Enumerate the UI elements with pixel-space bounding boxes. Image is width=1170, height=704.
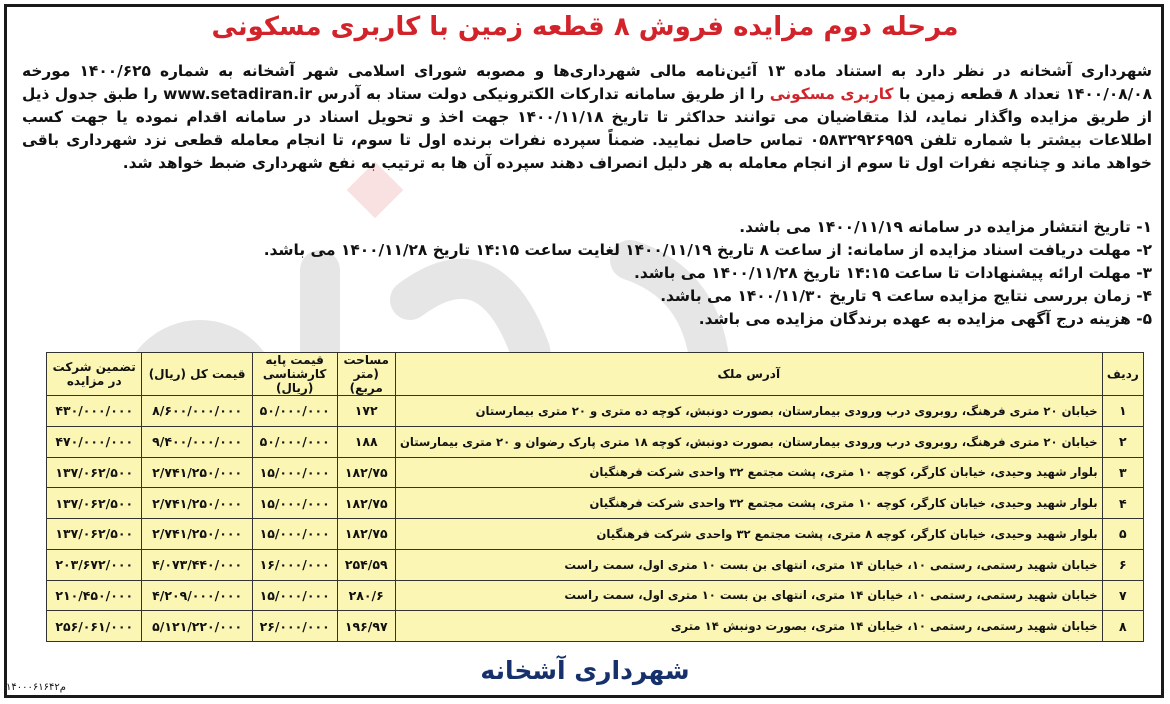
cell-area: ۱۹۶/۹۷	[337, 611, 395, 642]
condition-item: ۳- مهلت ارائه پیشنهادات تا ساعت ۱۴:۱۵ تاریخ ۱۴۰۰/۱۱/۲۸ می باشد.	[634, 264, 1152, 282]
table-row	[47, 611, 1144, 642]
condition-item: ۴- زمان بررسی نتایج مزایده ساعت ۹ تاریخ ۱۴۰۰/۱۱/۳۰ می باشد.	[660, 287, 1152, 305]
cell-row-number: ۸	[1102, 611, 1143, 642]
cell-row-number: ۲	[1102, 426, 1143, 457]
intro-paragraph	[22, 60, 1152, 175]
cell-area: ۲۵۴/۵۹	[337, 549, 395, 580]
cell-area: ۲۸۰/۶	[337, 580, 395, 611]
intro-text-2: را از طریق سامانه تدارکات الکترونیکی دولت ستاد به آدرس www.setadiran.ir را طبق جدول ذیل از طریق مزایده واگذار نماید، لذا متقاضیان می توانند حداکثر تا تاریخ ۱۴۰۰/۱۱/۱۸ جهت اخذ و تحویل اسناد در سامانه اقدام نموده یا جهت کسب اطلاعات بیشتر با شماره تلفن ۰۵۸۳۲۹۲۶۹۵۹ تماس حاصل نمایید. ضمناً سپرده نفرات برنده اول تا سوم، تا انجام معامله قطعی نزد شهرداری باقی خواهد ماند و چنانچه نفرات اول تا سوم از انجام معامله به هر دلیل انصراف دهند سپرده آن ها به ترتیب به نفع شهرداری ضبط خواهد شد.	[22, 85, 1152, 172]
cell-base-price: ۵۰/۰۰۰/۰۰۰	[252, 426, 337, 457]
table-row	[47, 549, 1144, 580]
cell-total-price: ۴/۰۷۳/۴۴۰/۰۰۰	[142, 549, 252, 580]
table-row	[47, 426, 1144, 457]
cell-base-price: ۱۵/۰۰۰/۰۰۰	[252, 519, 337, 550]
cell-deposit: ۴۳۰/۰۰۰/۰۰۰	[47, 396, 142, 427]
cell-address: بلوار شهید وحیدی، خیابان کارگر، کوچه ۱۰ متری، پشت مجتمع ۳۲ واحدی شرکت فرهنگیان	[395, 457, 1102, 488]
table-body	[47, 396, 1144, 642]
table-row	[47, 488, 1144, 519]
header-area: مساحت (متر مربع)	[337, 353, 395, 396]
cell-deposit: ۱۳۷/۰۶۲/۵۰۰	[47, 519, 142, 550]
ad-code: م۱۴۰۰۰۶۱۶۴۲	[6, 682, 66, 693]
cell-total-price: ۴/۲۰۹/۰۰۰/۰۰۰	[142, 580, 252, 611]
lots-table	[46, 352, 1144, 642]
table-row	[47, 519, 1144, 550]
org-name: شهرداری آشخانه	[1019, 62, 1152, 80]
cell-deposit: ۱۳۷/۰۶۲/۵۰۰	[47, 488, 142, 519]
usage-type: کاربری مسکونی	[769, 85, 894, 103]
header-total-price: قیمت کل (ریال)	[142, 353, 252, 396]
footer-signature: شهرداری آشخانه	[480, 656, 690, 685]
cell-area: ۱۸۸	[337, 426, 395, 457]
cell-row-number: ۷	[1102, 580, 1143, 611]
cell-area: ۱۸۲/۷۵	[337, 488, 395, 519]
cell-deposit: ۲۵۶/۰۶۱/۰۰۰	[47, 611, 142, 642]
header-row-number: ردیف	[1102, 353, 1143, 396]
cell-area: ۱۸۲/۷۵	[337, 519, 395, 550]
condition-item: ۲- مهلت دریافت اسناد مزایده از سامانه: از ساعت ۸ تاریخ ۱۴۰۰/۱۱/۱۹ لغایت ساعت ۱۴:۱۵ تاریخ ۱۴۰۰/۱۱/۲۸ می باشد.	[263, 241, 1152, 259]
cell-row-number: ۳	[1102, 457, 1143, 488]
table-row	[47, 580, 1144, 611]
table-row	[47, 396, 1144, 427]
condition-item: ۱- تاریخ انتشار مزایده در سامانه ۱۴۰۰/۱۱/۱۹ می باشد.	[739, 218, 1152, 236]
cell-base-price: ۱۵/۰۰۰/۰۰۰	[252, 580, 337, 611]
cell-total-price: ۸/۶۰۰/۰۰۰/۰۰۰	[142, 396, 252, 427]
condition-item: ۵- هزینه درج آگهی مزایده به عهده برندگان مزایده می باشد.	[698, 310, 1152, 328]
cell-address: خیابان شهید رستمی، رستمی ۱۰، خیابان ۱۴ متری، انتهای بن بست ۱۰ متری اول، سمت راست	[395, 549, 1102, 580]
cell-deposit: ۴۷۰/۰۰۰/۰۰۰	[47, 426, 142, 457]
header-address: آدرس ملک	[395, 353, 1102, 396]
cell-address: خیابان شهید رستمی، رستمی ۱۰، خیابان ۱۴ متری، انتهای بن بست ۱۰ متری اول، سمت راست	[395, 580, 1102, 611]
intro-text-1: در نظر دارد به استناد ماده ۱۳ آئین‌نامه مالی شهرداری‌ها و مصوبه شورای اسلامی شهر آشخانه به شماره ۱۴۰۰/۶۲۵ مورخه ۱۴۰۰/۰۸/۰۸ تعداد ۸ قطعه زمین با	[22, 62, 1153, 103]
cell-total-price: ۵/۱۲۱/۲۲۰/۰۰۰	[142, 611, 252, 642]
cell-address: بلوار شهید وحیدی، خیابان کارگر، کوچه ۸ متری، پشت مجتمع ۳۲ واحدی شرکت فرهنگیان	[395, 519, 1102, 550]
cell-deposit: ۱۳۷/۰۶۲/۵۰۰	[47, 457, 142, 488]
cell-base-price: ۱۵/۰۰۰/۰۰۰	[252, 488, 337, 519]
cell-address: خیابان ۲۰ متری فرهنگ، روبروی درب ورودی بیمارستان، بصورت دونبش، کوچه ۱۸ متری پارک رضوان و ۲۰ متری بیمارستان	[395, 426, 1102, 457]
cell-base-price: ۵۰/۰۰۰/۰۰۰	[252, 396, 337, 427]
table-header-row	[47, 353, 1144, 396]
cell-row-number: ۶	[1102, 549, 1143, 580]
cell-row-number: ۵	[1102, 519, 1143, 550]
cell-address: خیابان ۲۰ متری فرهنگ، روبروی درب ورودی بیمارستان، بصورت دونبش، کوچه ده متری و ۲۰ متری بیمارستان	[395, 396, 1102, 427]
cell-total-price: ۲/۷۴۱/۲۵۰/۰۰۰	[142, 519, 252, 550]
header-base-price: قیمت پایه کارشناسی (ریال)	[252, 353, 337, 396]
cell-row-number: ۱	[1102, 396, 1143, 427]
cell-area: ۱۸۲/۷۵	[337, 457, 395, 488]
cell-area: ۱۷۲	[337, 396, 395, 427]
cell-base-price: ۱۵/۰۰۰/۰۰۰	[252, 457, 337, 488]
cell-base-price: ۲۶/۰۰۰/۰۰۰	[252, 611, 337, 642]
cell-row-number: ۴	[1102, 488, 1143, 519]
conditions-list	[22, 216, 1152, 331]
cell-total-price: ۹/۴۰۰/۰۰۰/۰۰۰	[142, 426, 252, 457]
cell-total-price: ۲/۷۴۱/۲۵۰/۰۰۰	[142, 488, 252, 519]
cell-address: بلوار شهید وحیدی، خیابان کارگر، کوچه ۱۰ متری، پشت مجتمع ۳۲ واحدی شرکت فرهنگیان	[395, 488, 1102, 519]
cell-base-price: ۱۶/۰۰۰/۰۰۰	[252, 549, 337, 580]
notice-title: مرحله دوم مزایده فروش ۸ قطعه زمین با کاربری مسکونی	[211, 12, 959, 42]
table-row	[47, 457, 1144, 488]
header-deposit: تضمین شرکت در مزایده	[47, 353, 142, 396]
cell-deposit: ۲۱۰/۴۵۰/۰۰۰	[47, 580, 142, 611]
cell-address: خیابان شهید رستمی، رستمی ۱۰، خیابان ۱۴ متری، بصورت دونبش ۱۴ متری	[395, 611, 1102, 642]
cell-deposit: ۲۰۳/۶۷۲/۰۰۰	[47, 549, 142, 580]
cell-total-price: ۲/۷۴۱/۲۵۰/۰۰۰	[142, 457, 252, 488]
